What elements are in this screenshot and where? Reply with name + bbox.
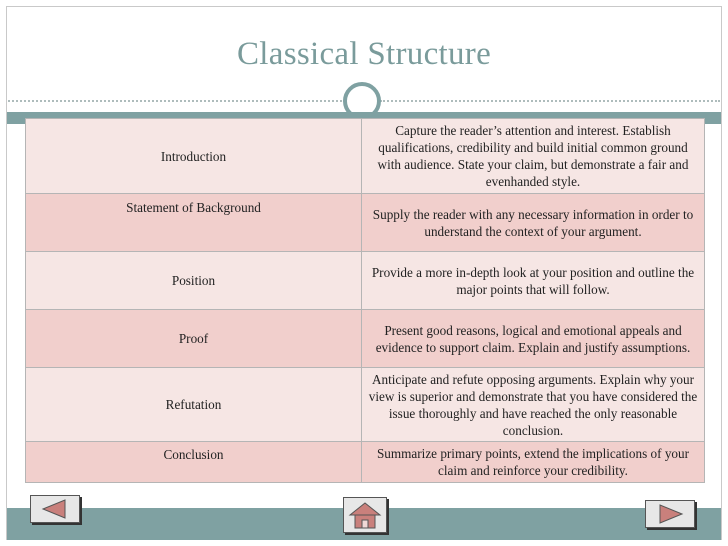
table-row	[26, 252, 705, 310]
title-divider-right	[380, 100, 720, 102]
table-row	[26, 119, 705, 194]
section-description-cell: Present good reasons, logical and emotional appeals and evidence to support claim. Explain and justify assumptions.	[362, 310, 705, 368]
right-triangle-icon	[646, 501, 694, 527]
section-name-cell: Refutation	[26, 368, 362, 442]
structure-table	[25, 118, 705, 483]
section-description-cell: Summarize primary points, extend the implications of your claim and reinforce your credibility.	[362, 442, 705, 483]
section-description-cell: Capture the reader’s attention and interest. Establish qualifications, credibility and build initial common ground with audience. State your claim, but demonstrate a fair and evenhanded style.	[362, 119, 705, 194]
table-row	[26, 368, 705, 442]
section-name-cell: Conclusion	[26, 442, 362, 483]
left-triangle-icon	[31, 496, 79, 522]
table-row	[26, 310, 705, 368]
section-description-cell: Supply the reader with any necessary information in order to understand the context of your argument.	[362, 194, 705, 252]
title-divider-left	[8, 100, 342, 102]
section-name-cell: Proof	[26, 310, 362, 368]
next-slide-button[interactable]	[645, 500, 695, 528]
table-row	[26, 442, 705, 483]
section-name-cell: Statement of Background	[26, 194, 362, 252]
table-row	[26, 194, 705, 252]
section-name-cell: Introduction	[26, 119, 362, 194]
section-description-cell: Anticipate and refute opposing arguments. Explain why your view is superior and demonstrate that you have considered the issue thoroughly and have reached the only reasonable conclusion.	[362, 368, 705, 442]
section-description-cell: Provide a more in-depth look at your position and outline the major points that will follow.	[362, 252, 705, 310]
home-button[interactable]	[343, 497, 387, 533]
section-name-cell: Position	[26, 252, 362, 310]
house-icon	[344, 498, 386, 532]
previous-slide-button[interactable]	[30, 495, 80, 523]
slide-title: Classical Structure	[236, 36, 492, 72]
